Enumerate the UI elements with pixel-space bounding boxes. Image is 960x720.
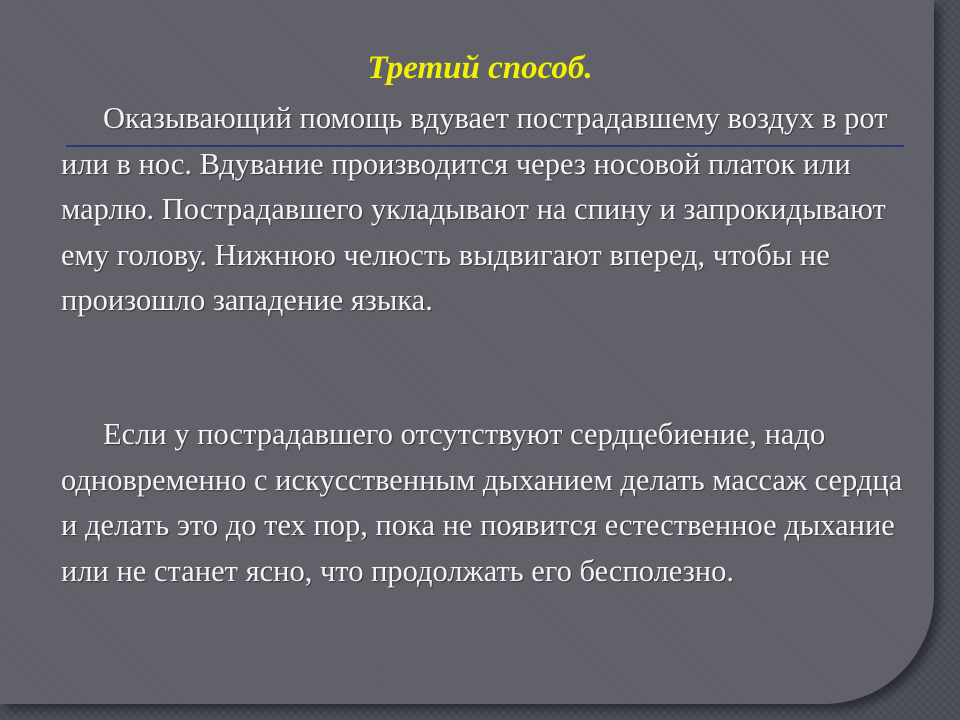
slide-title: Третий способ. <box>367 50 593 86</box>
paragraph-first: Оказывающий помощь вдувает пострадавшему воздух в рот или в нос. Вдувание производится через носовой платок или марлю. Пострадавшего укладывают на спину и запрокидывают ему голову. Нижнюю челюсть выдвигают вперед, чтобы не произошло западение языка. <box>61 101 888 317</box>
paragraph-second: Если у пострадавшего отсутствуют сердцебиение, надо одновременно с искусственным дыханием делать массаж сердца и делать это до тех пор, пока не появится естественное дыхание или не станет ясно, что продолжать его бесполезно. <box>61 417 903 588</box>
